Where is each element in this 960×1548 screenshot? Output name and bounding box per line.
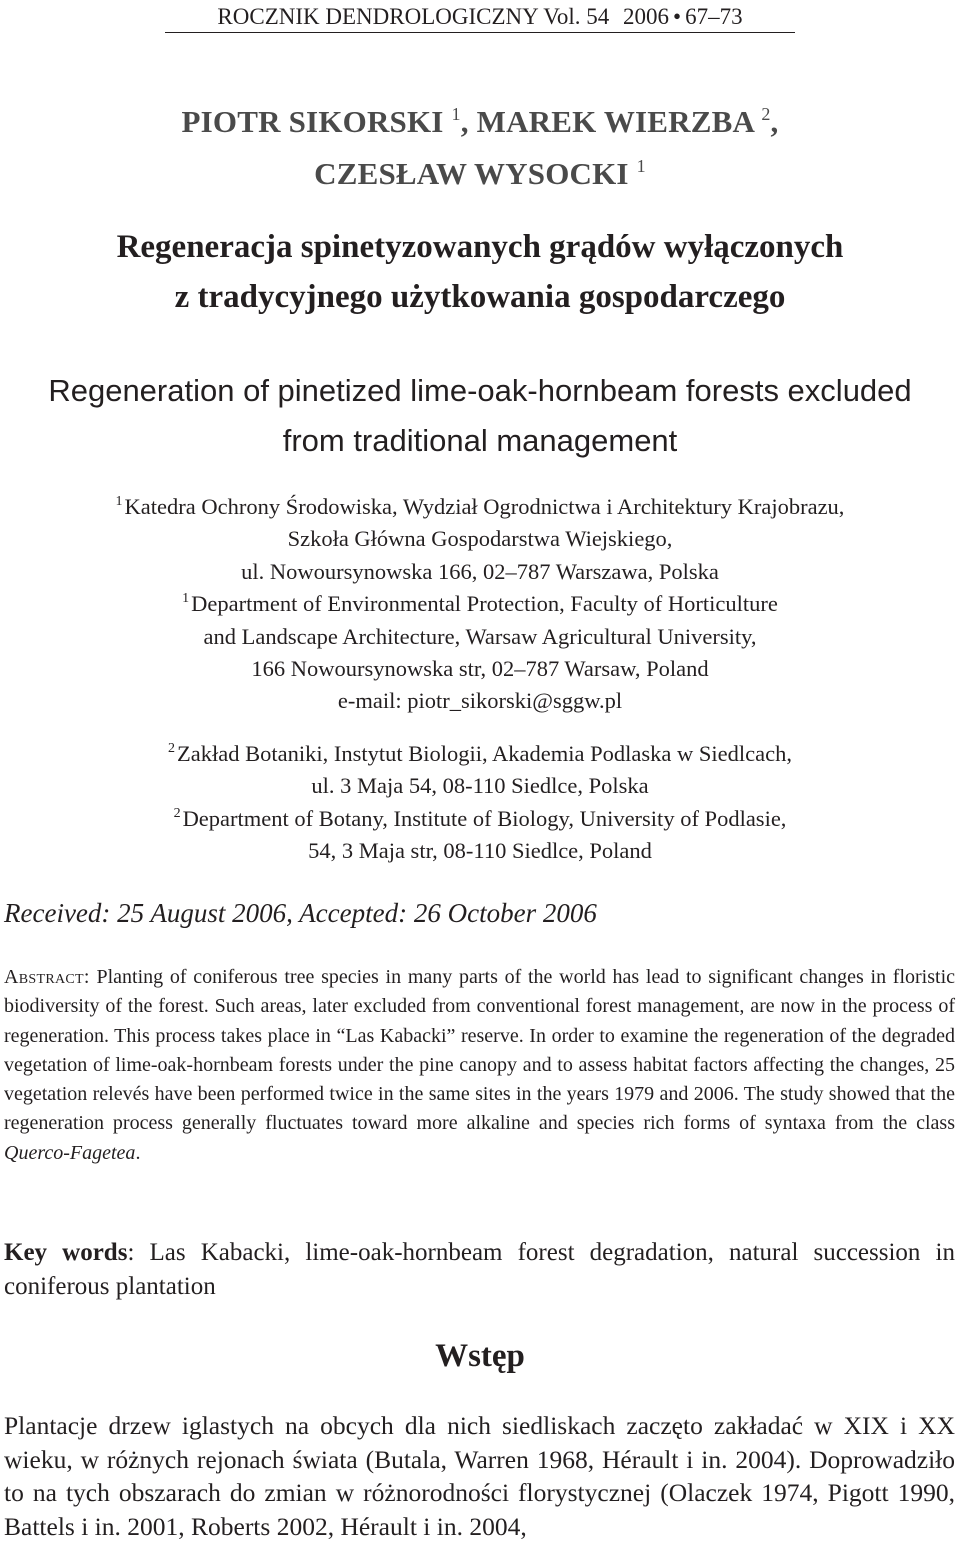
author-affiliation-mark: 1 [636, 156, 646, 176]
affiliation-mark: 2 [173, 805, 181, 821]
affiliation-mark: 1 [115, 494, 123, 509]
keywords-label: Key words [4, 1239, 128, 1266]
title-line: z tradycyjnego użytkowania gospodarczego [174, 279, 786, 315]
author-affiliation-mark: 1 [451, 104, 461, 124]
affiliation-line: $^1$Katedra Ochrony Środowiska, Wydział Ogrodnictwa i Architektury Krajobrazu, [115, 494, 845, 519]
abstract: Abstract: Planting of coniferous tree species in many parts of the world has lead to significant changes in floristic biodiversity of the forest. Such areas, later excluded from conventional forest management, are now in the process of regeneration. This process takes place in “Las Kabacki” reserve. In order to examine the regeneration of the degraded vegetation of lime-oak-hornbeam forests under the pine canopy and to assess habitat factors affecting the changes, 25 vegetation relevés have been performed twice in the same sites in the years 1979 and 2006. The study showed that the regeneration process generally fluctuates toward more alkaline and species rich forms of syntaxa from the class Querco-Fagetea. [4, 966, 956, 1164]
received-accepted-dates: Received: 25 August 2006, Accepted: 26 October 2006 [4, 898, 597, 928]
affiliation-line: $^2$Zakład Botaniki, Instytut Biologii, Akademia Podlaska w Siedlcach, [168, 741, 792, 766]
affiliation-line: 54, 3 Maja str, 08-110 Siedlce, Poland [308, 838, 652, 864]
affiliation-1 [0, 491, 960, 718]
affiliation-mark: 2 [168, 741, 176, 756]
author-name: MAREK WIERZBA [476, 104, 754, 139]
author-name: PIOTR SIKORSKI [181, 104, 444, 139]
affiliation-line: $^1$Department of Environmental Protection, Faculty of Horticulture [182, 591, 778, 617]
affiliation-line: and Landscape Architecture, Warsaw Agricultural University, [203, 623, 757, 649]
author-list [0, 96, 960, 200]
keywords [4, 1236, 955, 1304]
affiliation-line: 166 Nowoursynowska str, 02–787 Warsaw, Poland [251, 656, 709, 682]
keywords-text: : Las Kabacki, lime-oak-hornbeam forest degradation, natural succession in coniferous plantation [4, 1239, 955, 1300]
title-english [0, 366, 960, 466]
author-name: CZESŁAW WYSOCKI [314, 156, 629, 191]
section-heading: Wstęp [435, 1338, 525, 1374]
affiliation-mark: 1 [182, 591, 190, 607]
bullet-separator: • [673, 4, 682, 29]
abstract-taxon: Querco-Fagetea [4, 1141, 136, 1164]
journal-name: ROCZNIK DENDROLOGICZNY Vol. 54 [217, 4, 610, 29]
title-line: Regeneracja spinetyzowanych grądów wyłączonych [116, 229, 844, 265]
abstract-text: Planting of coniferous tree species in many parts of the world has lead to significant changes in floristic biodiversity of the forest. Such areas, later excluded from conventional forest management, are now in the process of regeneration. This process takes place in “Las Kabacki” reserve. In order to examine the regeneration of the degraded vegetation of lime-oak-hornbeam forests under the pine canopy and to assess habitat factors affecting the changes, 25 vegetation relevés have been performed twice in the same sites in the years 1979 and 2006. The study showed that the regeneration process generally fluctuates toward more alkaline and species rich forms of syntaxa from the class [4, 966, 956, 1135]
abstract-label: Abstract: [4, 966, 90, 988]
title-line: Regeneration of pinetized lime-oak-hornbeam forests excluded [48, 373, 912, 408]
affiliation-line: Szkoła Główna Gospodarstwa Wiejskiego, [287, 526, 673, 552]
author-affiliation-mark: 2 [761, 104, 771, 124]
affiliation-2 [0, 738, 960, 868]
author-line: PIOTR SIKORSKI $^1$, MAREK WIERZBA $^2$, [181, 104, 779, 139]
journal-year: 2006 [623, 4, 670, 29]
author-line [0, 148, 960, 200]
journal-header [165, 2, 795, 33]
introduction-paragraph: Plantacje drzew iglastych na obcych dla nich siedliskach zaczęto zakładać w XIX i XX wieku, w różnych rejonach świata (Butala, Warren 1968, Hérault i in. 2004). Doprowadziło to na tych obszarach do zmian w różnorodności florystycznej (Olaczek 1974, Pigott 1990, Battels i in. 2001, Roberts 2002, Hérault i in. 2004, [4, 1411, 955, 1541]
email-address[interactable]: e-mail: piotr_sikorski@sggw.pl [337, 688, 623, 714]
affiliation-line: $^2$Department of Botany, Institute of Biology, University of Podlasie, [173, 805, 787, 831]
title-line: from traditional management [282, 423, 678, 458]
title-polish [0, 222, 960, 322]
affiliation-line: ul. Nowoursynowska 166, 02–787 Warszawa, Polska [241, 558, 719, 584]
affiliation-line: ul. 3 Maja 54, 08-110 Siedlce, Polska [311, 773, 649, 799]
journal-pages: 67–73 [685, 4, 743, 29]
